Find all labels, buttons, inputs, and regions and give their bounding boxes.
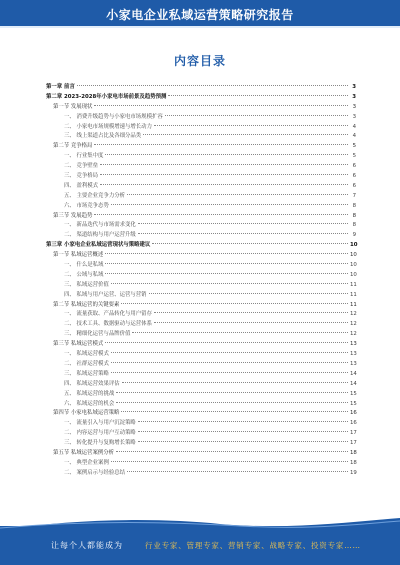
toc-entry-text: 三、 转化提升与复购增长策略	[64, 440, 136, 447]
toc-leader-dots	[127, 470, 348, 472]
toc-leader-dots	[94, 143, 348, 145]
footer-slogan: 让每个人都能成为	[51, 541, 123, 550]
toc-page-number: 3	[352, 84, 356, 90]
toc-entry[interactable]	[46, 221, 356, 231]
toc-leader-dots	[94, 213, 348, 215]
toc-entry-text: 第一章 前言	[46, 84, 75, 90]
toc-entry-text: 二、 渠道结构与用户运营升级	[64, 232, 136, 239]
toc-leader-dots	[116, 391, 348, 393]
toc-leader-dots	[105, 262, 348, 264]
toc-leader-dots	[94, 104, 348, 106]
toc-leader-dots	[165, 114, 348, 116]
toc-leader-dots	[111, 371, 348, 373]
toc-leader-dots	[149, 292, 348, 294]
toc-page-number: 12	[350, 331, 357, 338]
toc-page-number: 14	[350, 370, 357, 377]
header-divider	[0, 26, 400, 28]
toc-entry[interactable]	[46, 301, 356, 311]
toc-entry-text: 二、 竞争壁垒	[64, 163, 99, 170]
toc-entry-text: 一、 流量获取、产品转化与用户留存	[64, 311, 152, 318]
toc-entry-text: 第二节 私域运营的关键要素	[53, 301, 120, 308]
toc-entry-text: 二、 社群运营模式	[64, 360, 109, 367]
toc-entry-text: 二、 公域与私域	[64, 271, 104, 278]
toc-entry[interactable]	[46, 251, 356, 261]
toc-entry[interactable]	[46, 241, 356, 251]
toc-entry-text: 第四节 小家电私域运营策略	[53, 410, 120, 417]
page-footer	[0, 526, 400, 565]
toc-entry[interactable]	[46, 152, 356, 162]
toc-page-number: 13	[350, 341, 357, 348]
toc-entry[interactable]	[46, 202, 356, 212]
toc-leader-dots	[111, 351, 348, 353]
toc-page-number: 3	[352, 93, 356, 100]
toc-entry[interactable]	[46, 212, 356, 222]
toc-leader-dots	[111, 361, 348, 363]
toc-entry[interactable]	[46, 310, 356, 320]
toc-page-number: 16	[350, 410, 357, 417]
toc-entry-text: 六、 私域运营的机会	[64, 400, 115, 407]
toc-leader-dots	[105, 153, 348, 155]
toc-leader-dots	[154, 321, 348, 323]
toc-page-number: 9	[352, 232, 356, 239]
toc-entry[interactable]	[46, 330, 356, 340]
toc-page-number: 11	[350, 291, 357, 298]
toc-leader-dots	[116, 450, 348, 452]
toc-entry[interactable]	[46, 93, 356, 103]
toc-page-number: 10	[350, 262, 357, 269]
footer-roles: 行业专家、管理专家、营销专家、战略专家、投资专家……	[145, 541, 361, 550]
toc-entry-text: 四、 盈利模式	[64, 182, 99, 189]
toc-entry[interactable]	[46, 390, 356, 400]
toc-entry[interactable]	[46, 113, 356, 123]
toc-page-number: 15	[350, 400, 357, 407]
toc-page-number: 18	[350, 459, 357, 466]
toc-leader-dots	[77, 84, 348, 86]
toc-page-number: 11	[350, 301, 357, 308]
toc-leader-dots	[127, 193, 348, 195]
toc-leader-dots	[111, 460, 348, 462]
toc-leader-dots	[105, 252, 348, 254]
toc-entry-text: 一、 消费升级趋势与小家电市场规模扩容	[64, 113, 163, 120]
toc-entry-text: 三、 竞争格局	[64, 173, 99, 180]
toc-page-number: 13	[350, 360, 357, 367]
toc-page-number: 8	[352, 222, 356, 229]
toc-page-number: 8	[352, 212, 356, 219]
toc-leader-dots	[168, 94, 348, 96]
toc-entry[interactable]	[46, 469, 356, 479]
toc-entry[interactable]	[46, 103, 356, 113]
toc-leader-dots	[138, 420, 348, 422]
toc-page-number: 14	[350, 380, 357, 387]
toc-entry[interactable]	[46, 419, 356, 429]
toc-entry[interactable]	[46, 231, 356, 241]
toc-page-number: 10	[350, 242, 358, 249]
toc-entry-text: 第二节 竞争格局	[53, 143, 93, 150]
toc-page-number: 6	[352, 182, 356, 189]
toc-entry-text: 三、 私域运营策略	[64, 370, 109, 377]
toc-leader-dots	[105, 341, 348, 343]
toc-entry[interactable]	[46, 429, 356, 439]
toc-entry-text: 一、 流量引入与用户沉淀策略	[64, 420, 136, 427]
toc-leader-dots	[138, 440, 348, 442]
toc-entry[interactable]	[46, 182, 356, 192]
toc-entry[interactable]	[46, 83, 356, 93]
toc-entry-text: 第一节 发展现状	[53, 103, 93, 110]
toc-leader-dots	[100, 183, 348, 185]
toc-leader-dots	[143, 133, 348, 135]
toc-entry[interactable]	[46, 459, 356, 469]
toc-page-number: 11	[350, 281, 357, 288]
toc-page-number: 12	[350, 311, 357, 318]
toc-entry-text: 第三节 发展趋势	[53, 212, 93, 219]
toc-leader-dots	[154, 311, 348, 313]
toc-entry-text: 一、 私域运营模式	[64, 351, 109, 358]
toc-page-number: 10	[350, 252, 357, 259]
toc-page-number: 15	[350, 390, 357, 397]
toc-entry-text: 二、 案例启示与经验总结	[64, 469, 126, 476]
table-of-contents	[46, 83, 356, 479]
toc-entry-text: 一、 典型企业案例	[64, 459, 109, 466]
page-header	[0, 0, 400, 28]
toc-page-number: 3	[352, 103, 356, 110]
toc-entry[interactable]	[46, 449, 356, 459]
toc-leader-dots	[138, 232, 348, 234]
toc-heading: 内容目录	[173, 54, 226, 68]
toc-entry[interactable]	[46, 439, 356, 449]
toc-entry[interactable]	[46, 370, 356, 380]
toc-entry[interactable]	[46, 172, 356, 182]
toc-entry-text: 三、 私域运营价值	[64, 281, 109, 288]
toc-entry-text: 二、 内容运营与用户互动策略	[64, 430, 136, 437]
toc-entry-text: 第二章 2023-2028年小家电市场前景及趋势预测	[46, 93, 167, 100]
toc-entry[interactable]	[46, 409, 356, 419]
toc-entry[interactable]	[46, 123, 356, 133]
toc-entry-text: 五、 私域运营的挑战	[64, 390, 115, 397]
toc-leader-dots	[100, 173, 348, 175]
toc-page-number: 5	[352, 143, 356, 150]
toc-entry[interactable]	[46, 291, 356, 301]
toc-entry[interactable]	[46, 142, 356, 152]
toc-entry-text: 四、 私域与用户运营、运营与营销	[64, 291, 147, 298]
toc-entry[interactable]	[46, 350, 356, 360]
toc-leader-dots	[116, 401, 348, 403]
toc-entry[interactable]	[46, 162, 356, 172]
toc-entry[interactable]	[46, 360, 356, 370]
toc-leader-dots	[138, 430, 348, 432]
toc-entry[interactable]	[46, 320, 356, 330]
toc-leader-dots	[121, 302, 348, 304]
toc-entry-text: 第三节 私域运营模式	[53, 341, 104, 348]
toc-leader-dots	[105, 272, 348, 274]
toc-entry-text: 三、 精细化运营与品牌价值	[64, 331, 131, 338]
toc-entry[interactable]	[46, 400, 356, 410]
toc-page-number: 6	[352, 173, 356, 180]
toc-entry-text: 第一节 私域运营概述	[53, 252, 104, 259]
toc-entry-text: 二、 小家电市场规模增速与增长动力	[64, 123, 152, 130]
toc-entry-text: 一、 新品迭代与市场需求变化	[64, 222, 136, 229]
toc-entry-text: 第五节 私域运营案例分析	[53, 449, 115, 456]
toc-page-number: 17	[350, 440, 357, 447]
report-title: 小家电企业私域运营策略研究报告	[106, 8, 294, 22]
toc-leader-dots	[122, 381, 348, 383]
toc-entry-text: 四、 私域运营效果评估	[64, 380, 120, 387]
toc-entry[interactable]	[46, 380, 356, 390]
toc-entry-text: 第三章 小家电企业私域运营现状与策略建议	[46, 242, 151, 249]
toc-entry-text: 一、 什么是私域	[64, 262, 104, 269]
toc-entry[interactable]	[46, 132, 356, 142]
toc-page-number: 8	[352, 202, 356, 209]
toc-entry[interactable]	[46, 281, 356, 291]
toc-page-number: 7	[352, 192, 356, 199]
toc-entry[interactable]	[46, 261, 356, 271]
toc-leader-dots	[152, 242, 348, 244]
footer-wave-decoration	[0, 516, 400, 530]
toc-leader-dots	[100, 163, 348, 165]
toc-entry[interactable]	[46, 271, 356, 281]
toc-page-number: 17	[350, 430, 357, 437]
toc-entry-text: 五、 主要企业竞争力分析	[64, 192, 126, 199]
toc-page-number: 4	[352, 123, 356, 130]
toc-leader-dots	[111, 282, 348, 284]
toc-entry[interactable]	[46, 340, 356, 350]
toc-entry-text: 二、 技术工具、数据驱动与运营体系	[64, 321, 152, 328]
toc-leader-dots	[132, 331, 348, 333]
toc-leader-dots	[111, 203, 348, 205]
toc-page-number: 19	[350, 469, 357, 476]
toc-page-number: 12	[350, 321, 357, 328]
toc-page-number: 6	[352, 163, 356, 170]
toc-page-number: 16	[350, 420, 357, 427]
toc-leader-dots	[138, 222, 348, 224]
toc-entry[interactable]	[46, 192, 356, 202]
toc-page-number: 10	[350, 271, 357, 278]
toc-leader-dots	[154, 124, 348, 126]
toc-page-number: 5	[352, 153, 356, 160]
toc-page-number: 13	[350, 351, 357, 358]
toc-entry-text: 三、 线上渠道占比及各细分品类	[64, 133, 142, 140]
toc-entry-text: 一、 行业集中度	[64, 153, 104, 160]
toc-entry-text: 六、 市场竞争态势	[64, 202, 109, 209]
toc-page-number: 4	[352, 133, 356, 140]
toc-page-number: 18	[350, 449, 357, 456]
toc-page-number: 3	[352, 113, 356, 120]
toc-leader-dots	[121, 410, 348, 412]
